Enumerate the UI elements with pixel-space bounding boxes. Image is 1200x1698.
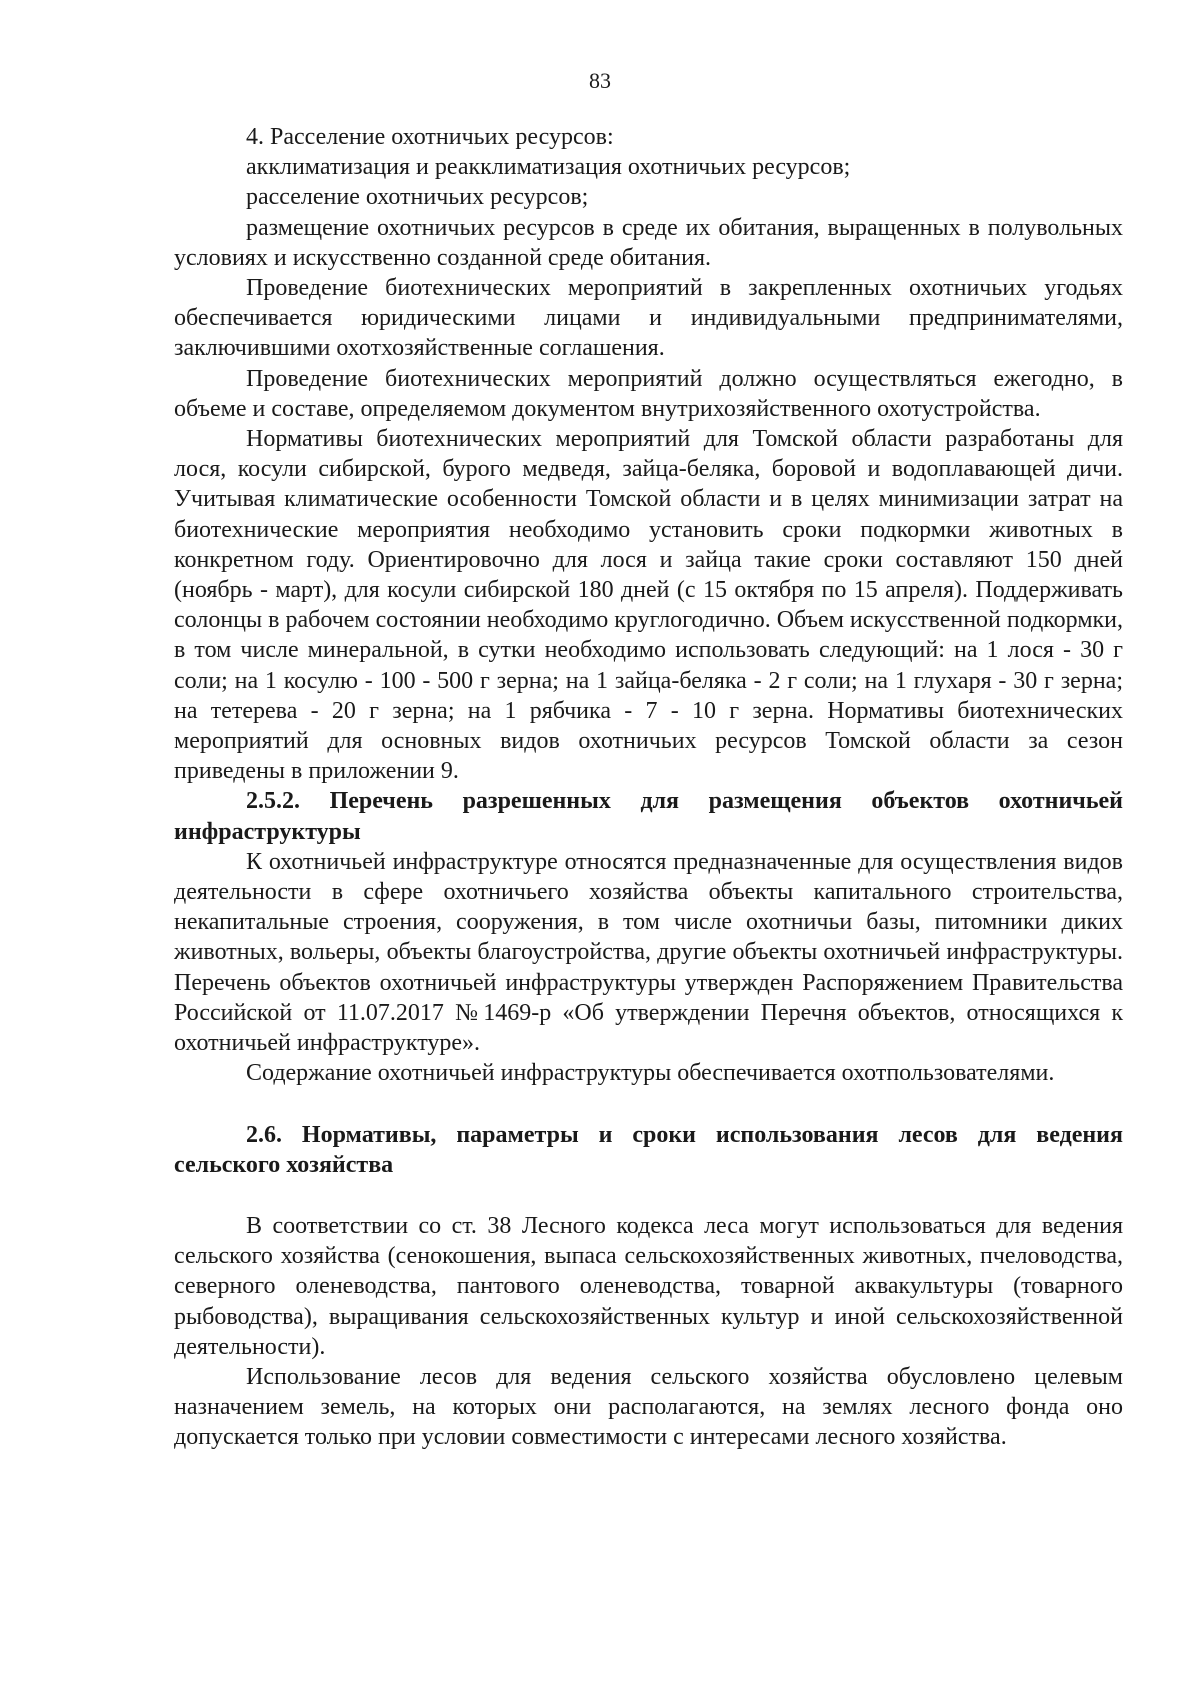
section-4-item-2: расселение охотничьих ресурсов; (246, 184, 589, 211)
biotech-paragraph-3: Нормативы биотехнических мероприятий для Томской области разработаны для лося, косули сибирской, бурого медведя, зайца-беляка, боровой и водоплавающей дичи. Учитывая климатические особенности Томской области и в целях минимизации затрат на биотехнические мероприятия необходимо установить сроки подкормки животных в конкретном году. Ориентировочно для лося и зайца такие сроки составляют 150 дней (ноябрь - март), для косули сибирской 180 дней (с 15 октября по 15 апреля). Поддерживать солонцы в рабочем состоянии необходимо круглогодично. Объем искусственной подкормки, в том числе минеральной, в сутки необходимо использовать следующий: на 1 лося - 30 г соли; на 1 косулю - 100 - 500 г зерна; на 1 зайца-беляка - 2 г соли; на 1 глухаря - 30 г зерна; на тетерева - 20 г зерна; на 1 рябчика - 7 - 10 г зерна. Нормативы биотехнических мероприятий для основных видов охотничьих ресурсов Томской области за сезон приведены в приложении 9. (174, 426, 1124, 785)
biotech-paragraph-2: Проведение биотехнических мероприятий должно осуществляться ежегодно, в объеме и составе, определяемом документом внутрихозяйственного охотустройства. (174, 365, 1123, 422)
section-spacer (174, 1180, 1123, 1211)
page-number: 83 (589, 68, 611, 93)
section-252-paragraph-2: Содержание охотничьей инфраструктуры обеспечивается охотпользователями. (246, 1060, 1055, 1087)
section-4-item-3: размещение охотничьих ресурсов в среде их обитания, выращенных в полувольных условиях и искусственно созданной среде обитания. (174, 214, 1123, 271)
section-252-paragraph-1: К охотничьей инфраструктуре относятся предназначенные для осуществления видов деятельности в сфере охотничьего хозяйства объекты капитального строительства, некапитальные строения, сооружения, в том числе охотничьи базы, питомники диких животных, вольеры, объекты благоустройства, другие объекты охотничьей инфраструктуры. Перечень объектов охотничьей инфраструктуры утвержден Распоряжением Правительства Российской от 11.07.2017 №1469-р «Об утверждении Перечня объектов, относящихся к охотничьей инфраструктуре». (174, 848, 1123, 1057)
section-4-item-1: акклиматизация и реакклиматизация охотничьих ресурсов; (246, 154, 851, 181)
document-body (174, 122, 1123, 1453)
section-252-heading: 2.5.2. Перечень разрешенных для размещения объектов охотничьей инфраструктуры (174, 788, 1123, 845)
section-26-heading: 2.6. Нормативы, параметры и сроки использования лесов для ведения сельского хозяйства (174, 1121, 1123, 1178)
biotech-paragraph-1: Проведение биотехнических мероприятий в закрепленных охотничьих угодьях обеспечивается юридическими лицами и индивидуальными предпринимателями, заключившими охотхозяйственные соглашения. (174, 275, 1123, 362)
section-26-paragraph-2: Использование лесов для ведения сельского хозяйства обусловлено целевым назначением земель, на которых они располагаются, на землях лесного фонда оно допускается только при условии совместимости с интересами лесного хозяйства. (174, 1363, 1123, 1451)
section-spacer (174, 1089, 1123, 1120)
section-26-paragraph-1: В соответствии со ст. 38 Лесного кодекса леса могут использоваться для ведения сельского хозяйства (сенокошения, выпаса сельскохозяйственных животных, пчеловодства, северного оленеводства, пантового оленеводства, товарной аквакультуры (товарного рыбоводства), выращивания сельскохозяйственных культур и иной сельскохозяйственной деятельности). (174, 1212, 1123, 1360)
section-4-title: 4. Расселение охотничьих ресурсов: (246, 124, 614, 150)
